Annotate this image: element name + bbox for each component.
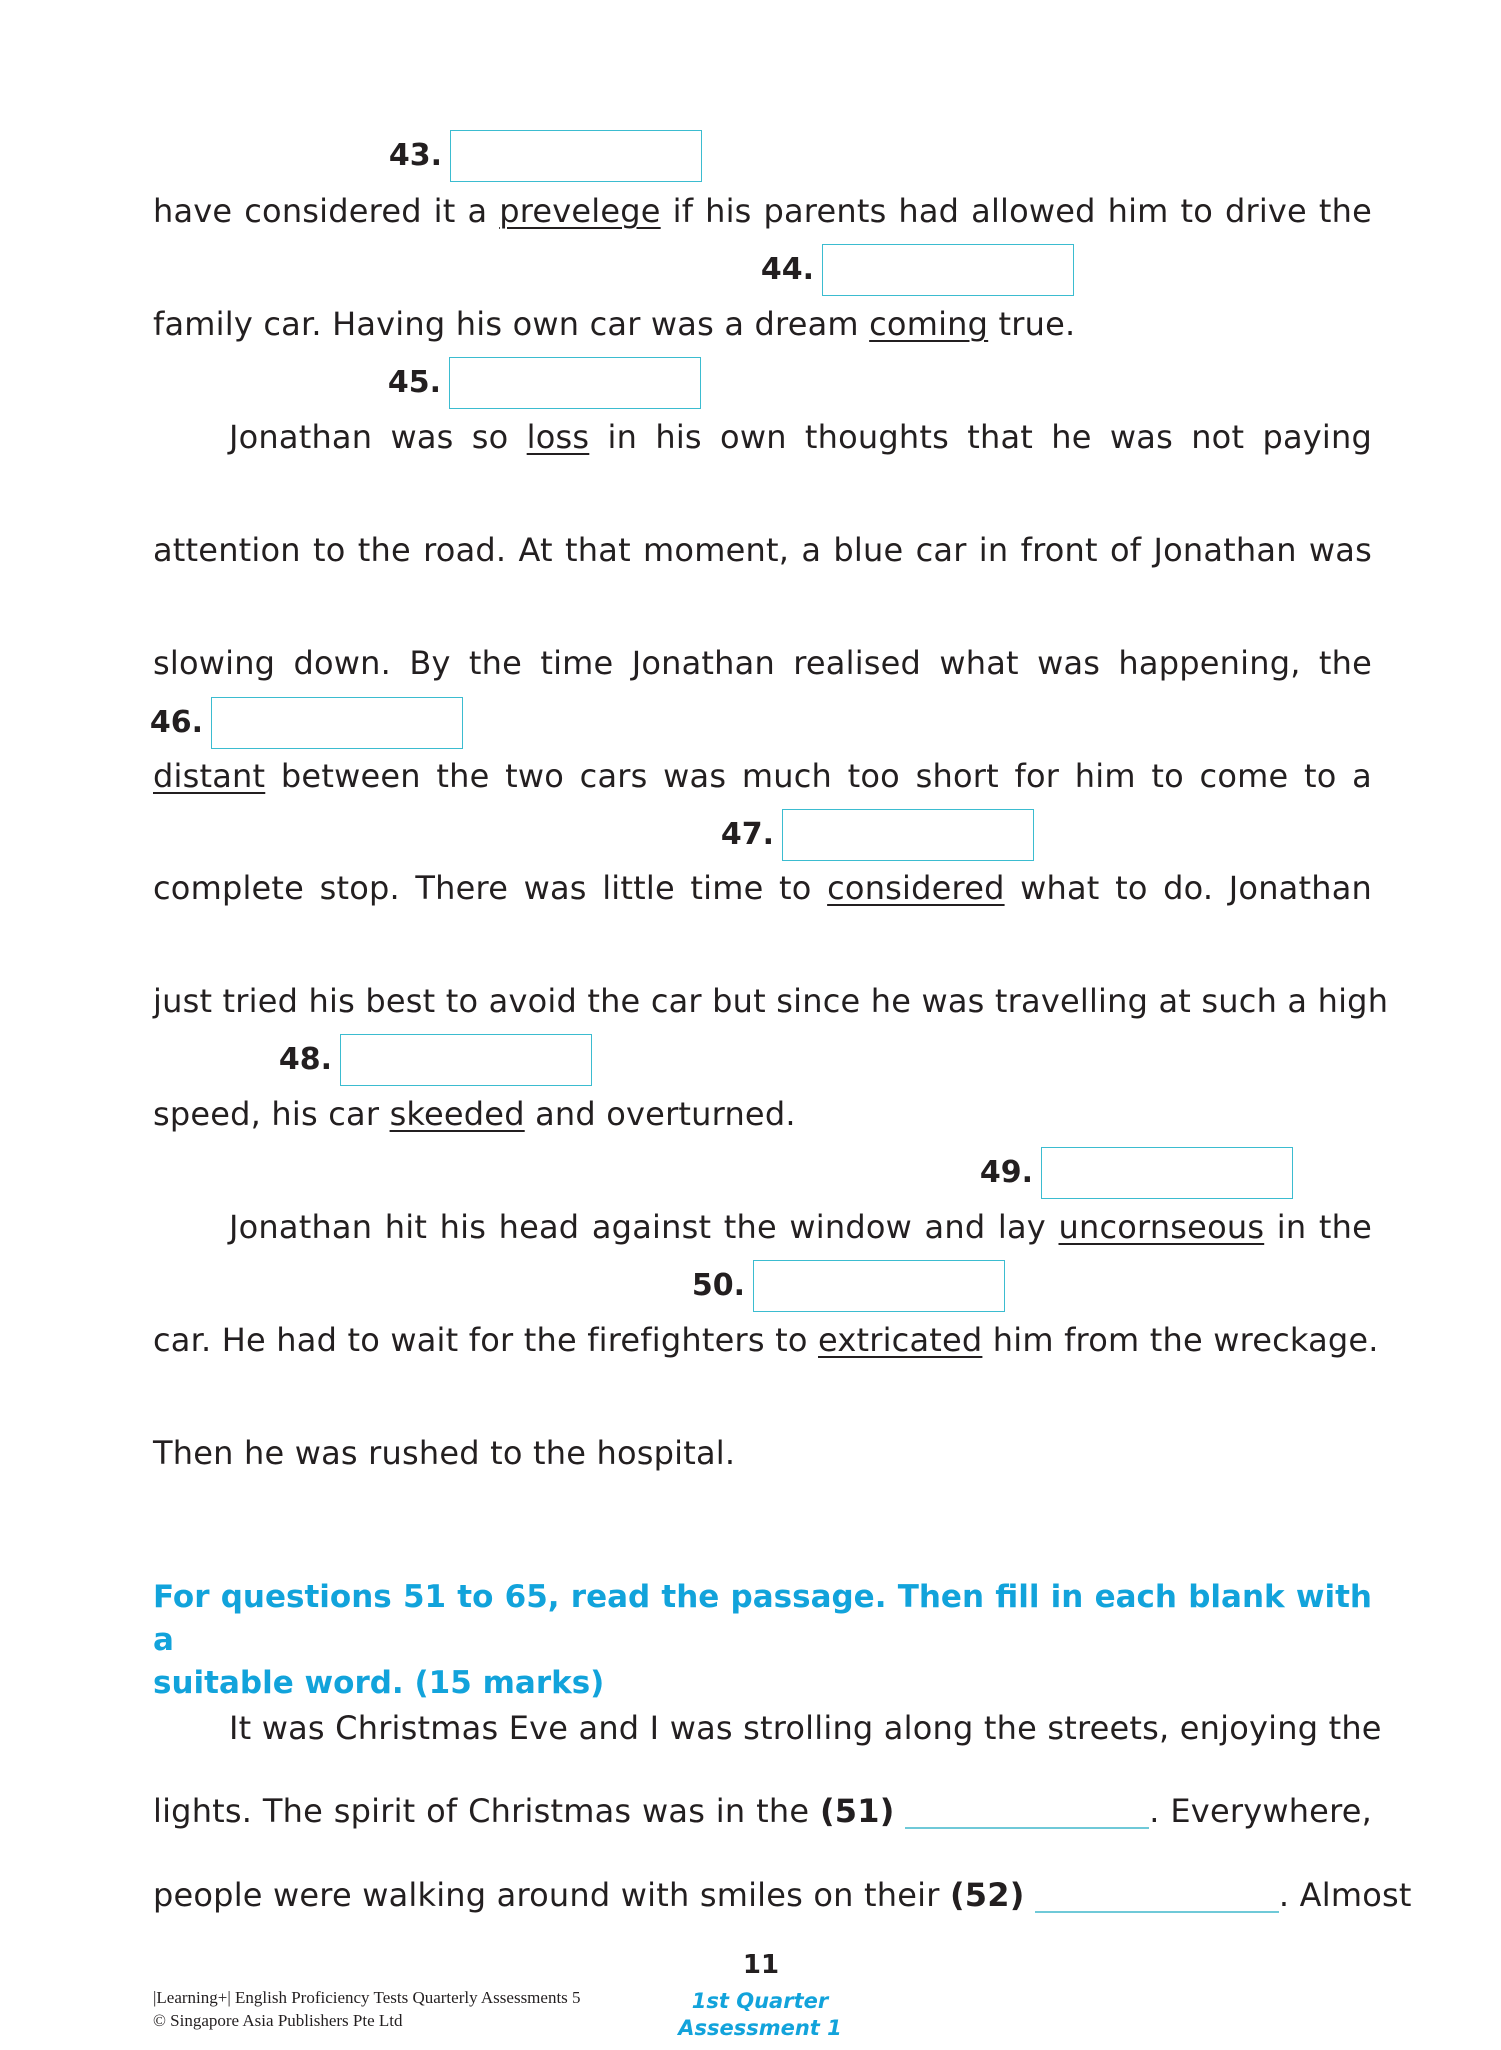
passage-line-7: complete stop. There was little time to considered what to do. Jonathan [153, 869, 1373, 907]
passage-line-9: speed, his car skeeded and overturned. [153, 1095, 796, 1133]
answer-box-43[interactable] [450, 130, 702, 182]
passage-line-11: car. He had to wait for the firefighters to extricated him from the wreckage. [153, 1321, 1379, 1359]
error-word-48: skeeded [389, 1095, 525, 1133]
cloze-line-1: It was Christmas Eve and I was strolling along the streets, enjoying the [229, 1709, 1382, 1747]
answer-box-47[interactable] [782, 809, 1034, 861]
book-title: |Learning+| English Proficiency Tests Quarterly Assessments 5 [153, 1988, 581, 2007]
answer-box-46[interactable] [211, 697, 463, 749]
question-47-label: 47. [720, 817, 774, 852]
passage-line-3: Jonathan was so loss in his own thoughts that he was not paying [229, 418, 1372, 456]
assessment-label [660, 1988, 860, 2042]
error-word-49: uncornseous [1058, 1208, 1265, 1246]
passage-line-2: family car. Having his own car was a dream coming true. [153, 305, 1076, 343]
cloze-line-3: people were walking around with smiles on their (52) . Almost [153, 1876, 1412, 1914]
error-word-43: prevelege [499, 192, 661, 230]
copyright: © Singapore Asia Publishers Pte Ltd [153, 2011, 403, 2030]
passage-line-10: Jonathan hit his head against the window and lay uncornseous in the [229, 1208, 1372, 1246]
question-48-label: 48. [278, 1042, 332, 1077]
footer-credits [153, 1986, 581, 2032]
error-word-47: considered [827, 869, 1005, 907]
error-word-50: extricated [818, 1321, 983, 1359]
assessment-number: Assessment 1 [678, 2016, 842, 2040]
question-49-label: 49. [979, 1155, 1033, 1190]
question-46-label: 46. [149, 705, 203, 740]
error-word-46: distant [153, 757, 266, 795]
passage-line-8: just tried his best to avoid the car but since he was travelling at such a high [153, 982, 1389, 1020]
blank-51[interactable] [905, 1799, 1149, 1829]
question-45-label: 45. [387, 365, 441, 400]
passage-line-1: have considered it a prevelege if his parents had allowed him to drive the [153, 192, 1372, 230]
cloze-line-2: lights. The spirit of Christmas was in the (51) . Everywhere, [153, 1792, 1372, 1830]
error-word-45: loss [526, 418, 590, 456]
passage-line-5: slowing down. By the time Jonathan realised what was happening, the [153, 644, 1372, 682]
passage-line-6: distant between the two cars was much too short for him to come to a [153, 757, 1372, 795]
answer-box-45[interactable] [449, 357, 701, 409]
section-instructions: For questions 51 to 65, read the passage. Then fill in each blank with a suitable word. (15 marks) [153, 1579, 1372, 1701]
question-51-label: (51) [819, 1792, 895, 1830]
passage-line-12: Then he was rushed to the hospital. [153, 1434, 736, 1472]
question-43-label: 43. [388, 138, 442, 173]
blank-52[interactable] [1035, 1883, 1279, 1913]
answer-box-49[interactable] [1041, 1147, 1293, 1199]
question-44-label: 44. [760, 252, 814, 287]
question-52-label: (52) [949, 1876, 1025, 1914]
quarter-label: 1st Quarter [691, 1989, 829, 2013]
answer-box-44[interactable] [822, 244, 1074, 296]
page-number: 11 [742, 1950, 780, 1980]
answer-box-50[interactable] [753, 1260, 1005, 1312]
error-word-44: coming [869, 305, 989, 343]
passage-line-4: attention to the road. At that moment, a blue car in front of Jonathan was [153, 531, 1372, 569]
question-50-label: 50. [691, 1268, 745, 1303]
answer-box-48[interactable] [340, 1034, 592, 1086]
